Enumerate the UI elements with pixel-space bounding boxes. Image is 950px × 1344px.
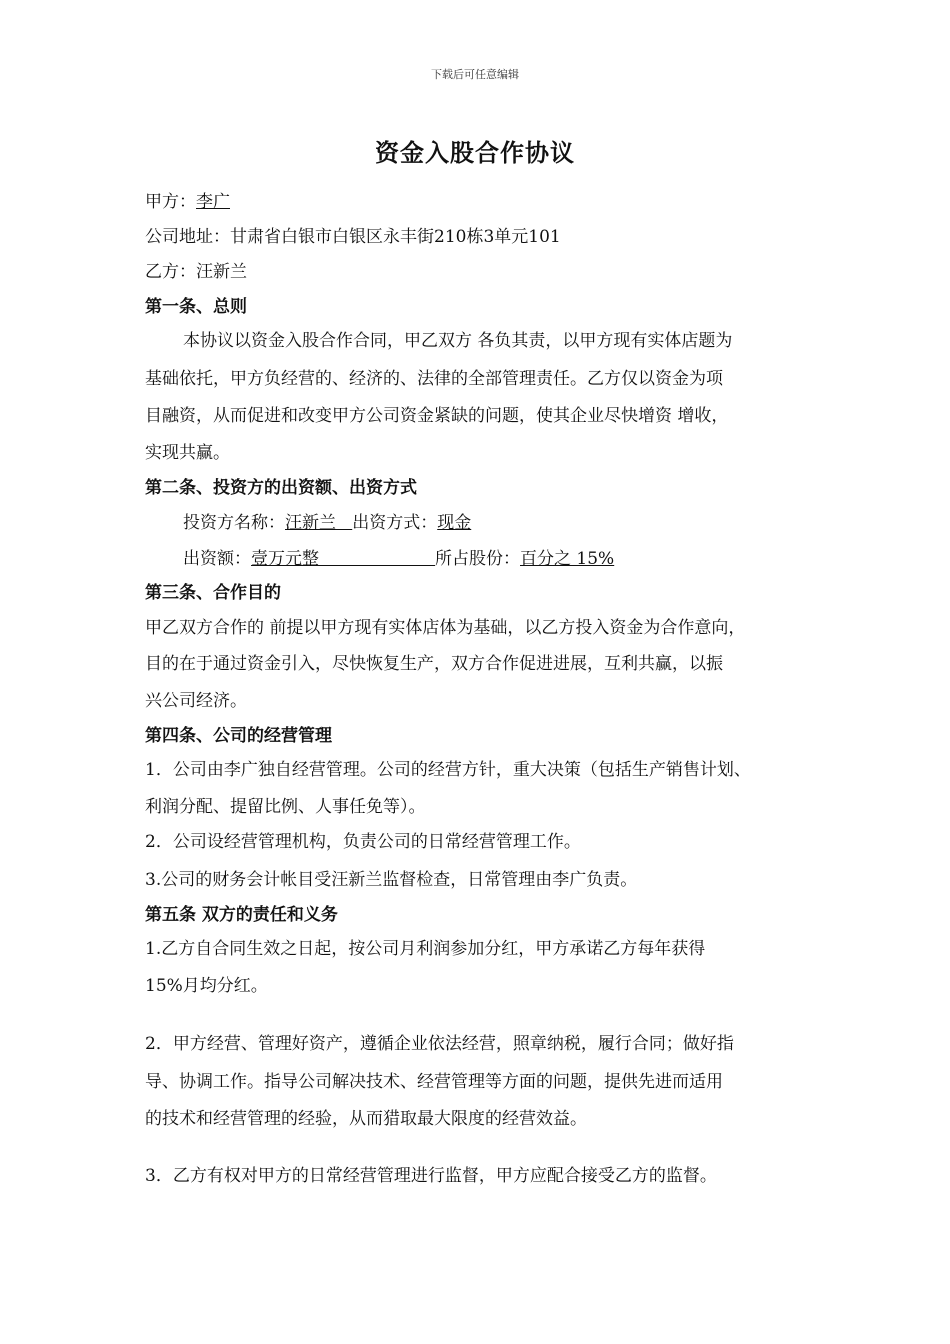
article-2-heading: 第二条、投资方的出资额、出资方式 [145,478,417,498]
article-5-line: 2．甲方经营、管理好资产，遵循企业依法经营，照章纳税，履行合同；做好指 [145,1034,734,1054]
party-b-line: 乙方：汪新兰 [145,262,247,282]
article-4-line: 2．公司设经营管理机构，负责公司的日常经营管理工作。 [145,832,581,852]
party-a-line [145,187,230,212]
article-3-line: 兴公司经济。 [145,691,247,711]
amount-label: 出资额： [183,549,251,569]
article-4-line: 利润分配、提留比例、人事任免等）。 [145,797,426,817]
article-5-line: 3．乙方有权对甲方的日常经营管理进行监督，甲方应配合接受乙方的监督。 [145,1166,717,1186]
article-1-line: 本协议以资金入股合作合同，甲乙双方 各负其责，以甲方现有实体店题为 [183,331,733,351]
investor-line [183,508,471,533]
article-3-line: 目的在于通过资金引入，尽快恢复生产，双方合作促进进展，互利共赢，以振 [145,654,723,674]
article-1-line: 实现共赢。 [145,443,230,463]
header-note: 下载后可任意编辑 [431,68,519,81]
method-label: 出资方式： [352,513,438,533]
article-1-line: 基础依托，甲方负经营的、经济的、法律的全部管理责任。乙方仅以资金为项 [145,369,723,389]
article-5-heading: 第五条 双方的责任和义务 [145,905,338,925]
article-4-heading: 第四条、公司的经营管理 [145,726,332,746]
article-3-heading: 第三条、合作目的 [145,583,281,603]
method-value: 现金 [437,513,472,533]
share-label: 所占股份： [435,549,520,569]
article-5-line: 的技术和经营管理的经验，从而猎取最大限度的经营效益。 [145,1109,587,1129]
party-a-label: 甲方： [145,192,196,212]
company-address: 公司地址：甘肃省白银市白银区永丰街210栋3单元101 [145,227,561,247]
article-3-line: 甲乙双方合作的 前提以甲方现有实体店体为基础，以乙方投入资金为合作意向， [145,618,746,638]
article-1-heading: 第一条、总则 [145,297,247,317]
article-5-line: 15%月均分红。 [145,976,268,996]
article-4-line: 1．公司由李广独自经营管理。公司的经营方针，重大决策（包括生产销售计划、 [145,760,751,780]
document-title: 资金入股合作协议 [375,138,575,167]
article-1-line: 目融资，从而促进和改变甲方公司资金紧缺的问题，使其企业尽快增资 增收， [145,406,729,426]
share-value: 百分之 15% [520,549,615,569]
amount-line [183,544,614,569]
blank-underline [319,550,435,566]
article-5-line: 1.乙方自合同生效之日起，按公司月利润参加分红，甲方承诺乙方每年获得 [145,939,706,959]
amount-value: 壹万元整 [251,549,319,569]
article-5-line: 导、协调工作。指导公司解决技术、经营管理等方面的问题，提供先进而适用 [145,1072,723,1092]
investor-name: 汪新兰 [285,513,336,533]
party-a-name: 李广 [196,192,230,212]
article-4-line: 3.公司的财务会计帐目受汪新兰监督检查，日常管理由李广负责。 [145,870,638,890]
investor-label: 投资方名称： [183,513,285,533]
